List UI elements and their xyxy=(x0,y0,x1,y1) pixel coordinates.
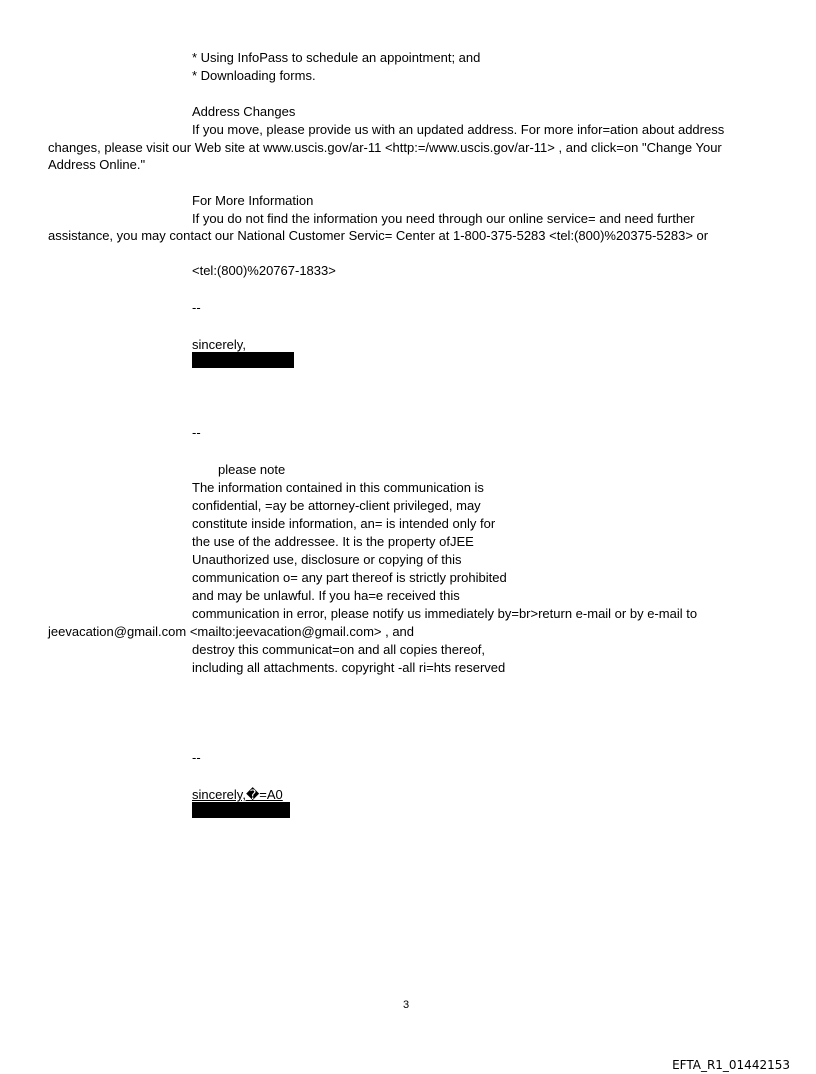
bullet-forms: * Downloading forms. xyxy=(192,68,316,83)
address-changes-line: changes, please visit our Web site at www.uscis.gov/ar-11 <http:=/www.uscis.gov/ar-11> , and click=on "Change Your xyxy=(48,140,722,155)
sincerely-text: sincerely,�=A0 xyxy=(192,787,283,802)
email-link[interactable]: jeevacation@gmail.com <mailto:jeevacation@gmail.com> , and xyxy=(48,624,415,639)
separator-dashes: -- xyxy=(192,300,201,315)
document-id: EFTA_R1_01442153 xyxy=(672,1058,790,1072)
notice-line: The information contained in this communication is xyxy=(192,480,484,495)
more-info-line: If you do not find the information you need through our online service= and need further xyxy=(192,211,695,226)
separator-dashes: -- xyxy=(192,425,201,440)
notice-line: the use of the addressee. It is the property ofJEE xyxy=(192,534,474,549)
separator-dashes: -- xyxy=(192,750,201,765)
notice-line: Unauthorized use, disclosure or copying of this xyxy=(192,552,462,567)
notice-line: and may be unlawful. If you ha=e received this xyxy=(192,588,460,603)
address-changes-heading: Address Changes xyxy=(192,104,296,119)
notice-heading: please note xyxy=(218,462,286,477)
redaction-box xyxy=(192,802,290,818)
address-changes-line: Address Online." xyxy=(48,157,146,172)
bullet-infopass: * Using InfoPass to schedule an appointment; and xyxy=(192,50,481,65)
notice-line: communication in error, please notify us immediately by=br>return e-mail or by e-mail to xyxy=(192,606,698,621)
more-info-line: assistance, you may contact our National Customer Servic= Center at 1-800-375-5283 <tel:(800)%20375-5283> or xyxy=(48,228,709,243)
address-changes-line: If you move, please provide us with an updated address. For more infor=ation about address xyxy=(192,122,725,137)
notice-line: including all attachments. copyright -all ri=hts reserved xyxy=(192,660,506,675)
notice-line: constitute inside information, an= is intended only for xyxy=(192,516,496,531)
more-info-heading: For More Information xyxy=(192,193,314,208)
notice-line: confidential, =ay be attorney-client privileged, may xyxy=(192,498,481,513)
sincerely-text: sincerely, xyxy=(192,337,246,352)
page-number: 3 xyxy=(403,999,410,1011)
redaction-box xyxy=(192,352,294,368)
tel-link[interactable]: <tel:(800)%20767-1833> xyxy=(192,263,336,278)
notice-line: destroy this communicat=on and all copies thereof, xyxy=(192,642,486,657)
notice-line: communication o= any part thereof is strictly prohibited xyxy=(192,570,507,585)
